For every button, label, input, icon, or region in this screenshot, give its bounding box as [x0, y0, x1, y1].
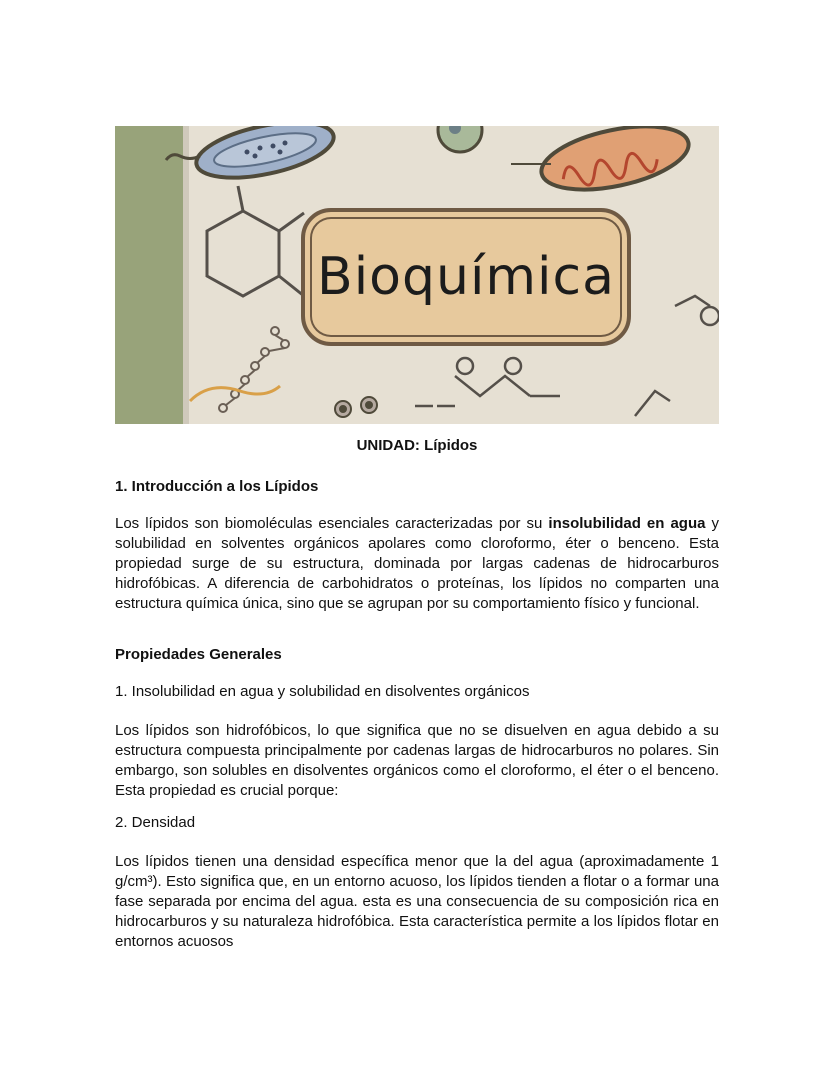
cover-title: Bioquímica: [317, 247, 615, 307]
cover-label-plate: [301, 208, 631, 346]
intro-text-part1: Los lípidos son biomoléculas esenciales caracterizadas por su: [115, 515, 549, 532]
section-heading-introduccion: 1. Introducción a los Lípidos: [115, 478, 319, 495]
section-heading-propiedades: Propiedades Generales: [115, 646, 282, 663]
property-2-text: Los lípidos tienen una densidad específica menor que la del agua (aproximadamente 1 g/cm³). Esto significa que, en un entorno acuoso, los lípidos tienden a flotar o a formar una fase separada por encima del agua. esta es una consecuencia de su composición rica en hidrocarburos y su naturaleza hidrofóbica. Esta característica permite a los lípidos flotar en entornos acuosos: [115, 853, 719, 950]
bacterium-illustration: [166, 126, 338, 188]
intro-text-bold: insolubilidad en agua: [548, 515, 706, 532]
virus-illustration: [438, 126, 482, 152]
property-1-text: Los lípidos son hidrofóbicos, lo que significa que no se disuelven en agua debido a su estructura compuesta principalmente por cadenas largas de hidrocarburos no polares. Sin embargo, son solubles en disolventes orgánicos como el cloroformo, el éter o el benceno. Esta propiedad es crucial porque:: [115, 722, 719, 799]
intro-text-part2: y solubilidad en solventes orgánicos apolares como cloroformo, éter o benceno. Esta propiedad surge de su estructura, dominada por largas cadenas de hidrocarburos hidrofóbicas. A diferencia de carbohidratos o proteínas, los lípidos no comparten una estructura química única, sino que se agrupan por su comportamiento físico y funcional.: [115, 515, 719, 612]
molecule-hexagon: [207, 186, 304, 296]
flower-illustration: [335, 397, 377, 417]
intro-paragraph: [115, 514, 719, 614]
property-1-title: 1. Insolubilidad en agua y solubilidad en disolventes orgánicos: [115, 683, 530, 700]
property-2-title: 2. Densidad: [115, 814, 196, 831]
mitochondrion-illustration: [511, 126, 694, 201]
cover-banner: [115, 126, 719, 424]
phosphate-chain: [219, 327, 289, 412]
unit-title: UNIDAD: Lípidos: [356, 437, 478, 454]
